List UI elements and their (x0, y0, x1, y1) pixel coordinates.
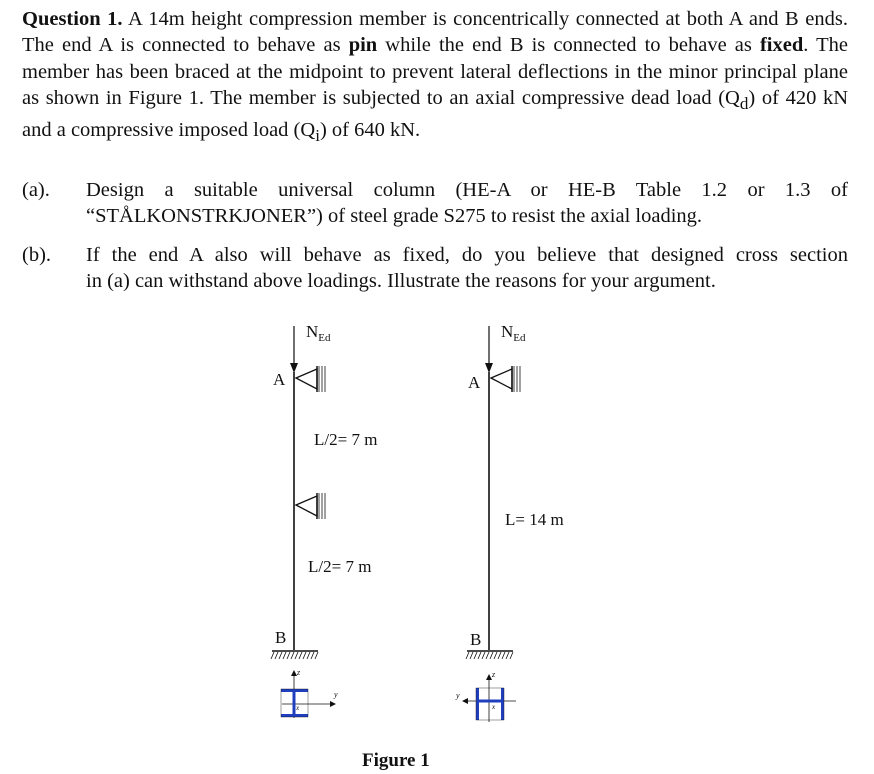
question-sentence-4: ) of 420 kN and a compressive imposed load (Q (22, 86, 848, 142)
left-label-b: B (275, 628, 287, 647)
imposed-load-subscript: i (315, 126, 320, 146)
right-axis-z: z (492, 670, 496, 679)
left-midpoint-brace (296, 493, 326, 519)
left-lower-length-label: L/2= 7 m (308, 557, 372, 576)
part-b-label: (b). (22, 244, 52, 266)
left-axis-y: y (334, 690, 338, 699)
part-b-line-2: in (a) can withstand above loadings. Illustrate the reasons for your argument. (86, 269, 716, 292)
right-load-label: $N_{Ed}$ (501, 322, 526, 344)
left-axis-x: x (296, 704, 300, 712)
left-upper-length-label: L/2= 7 m (314, 430, 378, 449)
part-b-line-1: If the end A also will behave as fixed, do you believe that designed cross section (86, 244, 848, 266)
right-load-arrowhead (485, 363, 493, 373)
pin-keyword: pin (348, 34, 378, 57)
left-fixed-support-b (271, 651, 318, 659)
right-length-label: L= 14 m (505, 510, 564, 529)
question-sentence-2: while the end B is connected to behave as (377, 34, 760, 57)
right-cross-section (462, 674, 516, 722)
left-load-label: $N_{Ed}$ (306, 322, 331, 344)
right-label-a: A (468, 373, 481, 392)
part-a-label: (a). (22, 179, 50, 201)
left-axis-z: z (297, 668, 301, 677)
part-a-line-2: “STÅLKONSTRKJONER”) of steel grade S275 to resist the axial loading. (86, 204, 703, 227)
figure-caption: Figure 1 (362, 750, 430, 771)
question-number: Question 1. (22, 8, 123, 30)
right-axis-y: y (456, 691, 460, 700)
right-fixed-support-b (466, 651, 513, 659)
left-cross-section (281, 670, 336, 718)
dead-load-subscript: d (739, 93, 749, 113)
question-sentence-1: A 14m height compression member is concentrically connected at both A and B ends. The end A is connected to behave as (22, 8, 848, 57)
right-axis-x: x (492, 703, 496, 711)
question-sentence-5: ) of 640 kN. (319, 119, 421, 142)
left-load-arrowhead (290, 363, 298, 373)
right-label-b: B (470, 630, 482, 649)
fixed-keyword: fixed (759, 34, 804, 57)
left-pin-support-a (296, 366, 326, 392)
question-sentence-3: . The member has been braced at the midpoint to prevent lateral deflections in the minor principal plane as shown in Figure 1. The member is subjected to an axial compressive dead load (Q (22, 34, 848, 109)
left-label-a: A (273, 370, 286, 389)
right-pin-support-a (491, 366, 521, 392)
part-a-line-1: Design a suitable universal column (HE-A or HE-B Table 1.2 or 1.3 of (86, 179, 848, 201)
